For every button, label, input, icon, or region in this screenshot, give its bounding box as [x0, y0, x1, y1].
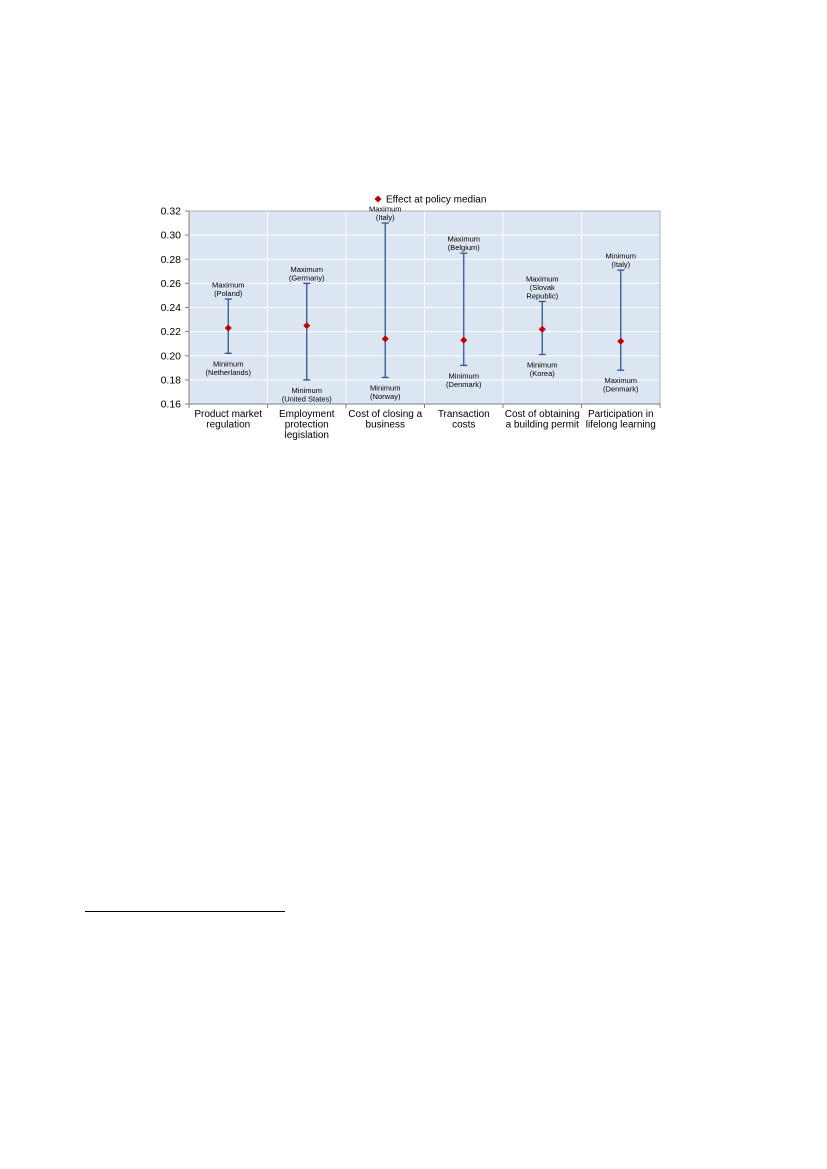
max-annotation: (Belgium)	[447, 243, 480, 253]
y-tick-label: 0.26	[160, 277, 181, 290]
y-tick-label: 0.32	[160, 205, 181, 218]
category-label: protection	[284, 419, 329, 431]
min-annotation: (Netherlands)	[205, 367, 251, 377]
category-label: legislation	[284, 430, 329, 441]
category-label: Participation in	[587, 409, 654, 420]
max-annotation: (Italy)	[611, 260, 631, 270]
legend-marker	[375, 196, 382, 203]
min-annotation: (Denmark)	[603, 384, 639, 394]
y-tick-label: 0.18	[160, 374, 181, 387]
min-annotation: Minimum	[370, 383, 401, 393]
category-label: regulation	[206, 419, 251, 431]
max-annotation: (Poland)	[214, 289, 243, 299]
max-annotation: (Slovak	[529, 282, 555, 292]
category-label: Cost of obtaining	[504, 409, 580, 420]
footnote-divider	[85, 911, 285, 912]
category-label: lifelong learning	[585, 419, 656, 431]
max-annotation: Maximum	[290, 264, 324, 274]
min-annotation: Minimum	[291, 385, 322, 395]
max-annotation: Maximum	[525, 274, 559, 284]
min-annotation: Minimum	[448, 371, 479, 381]
category-label: Cost of closing a	[348, 409, 423, 420]
y-tick-label: 0.30	[160, 229, 181, 242]
min-annotation: Minimum	[213, 359, 244, 369]
category-label: Employment	[278, 409, 335, 420]
min-annotation: (Korea)	[529, 369, 555, 379]
min-annotation: (United States)	[281, 394, 332, 404]
y-tick-label: 0.22	[160, 326, 181, 339]
y-tick-label: 0.28	[160, 253, 181, 266]
max-annotation: (Italy)	[375, 213, 395, 223]
min-annotation: Maximum	[604, 376, 638, 386]
category-label: a building permit	[505, 419, 579, 431]
y-tick-label: 0.24	[160, 302, 181, 314]
category-label: Product market	[194, 409, 263, 420]
max-annotation: Minimum	[605, 251, 636, 261]
max-annotation: Republic)	[526, 291, 559, 301]
category-label: costs	[452, 419, 476, 431]
y-tick-label: 0.20	[160, 350, 181, 363]
category-label: Transaction	[437, 409, 490, 420]
legend-label: Effect at policy median	[386, 194, 487, 206]
max-annotation: (Germany)	[288, 273, 325, 283]
max-annotation: Maximum	[211, 280, 245, 290]
max-annotation: Maximum	[447, 234, 481, 244]
min-annotation: Minimum	[527, 360, 558, 370]
min-annotation: (Norway)	[370, 391, 401, 401]
y-tick-label: 0.16	[160, 398, 181, 411]
max-annotation: Maximum	[368, 204, 402, 214]
category-label: business	[365, 419, 405, 431]
min-annotation: (Denmark)	[446, 379, 482, 389]
